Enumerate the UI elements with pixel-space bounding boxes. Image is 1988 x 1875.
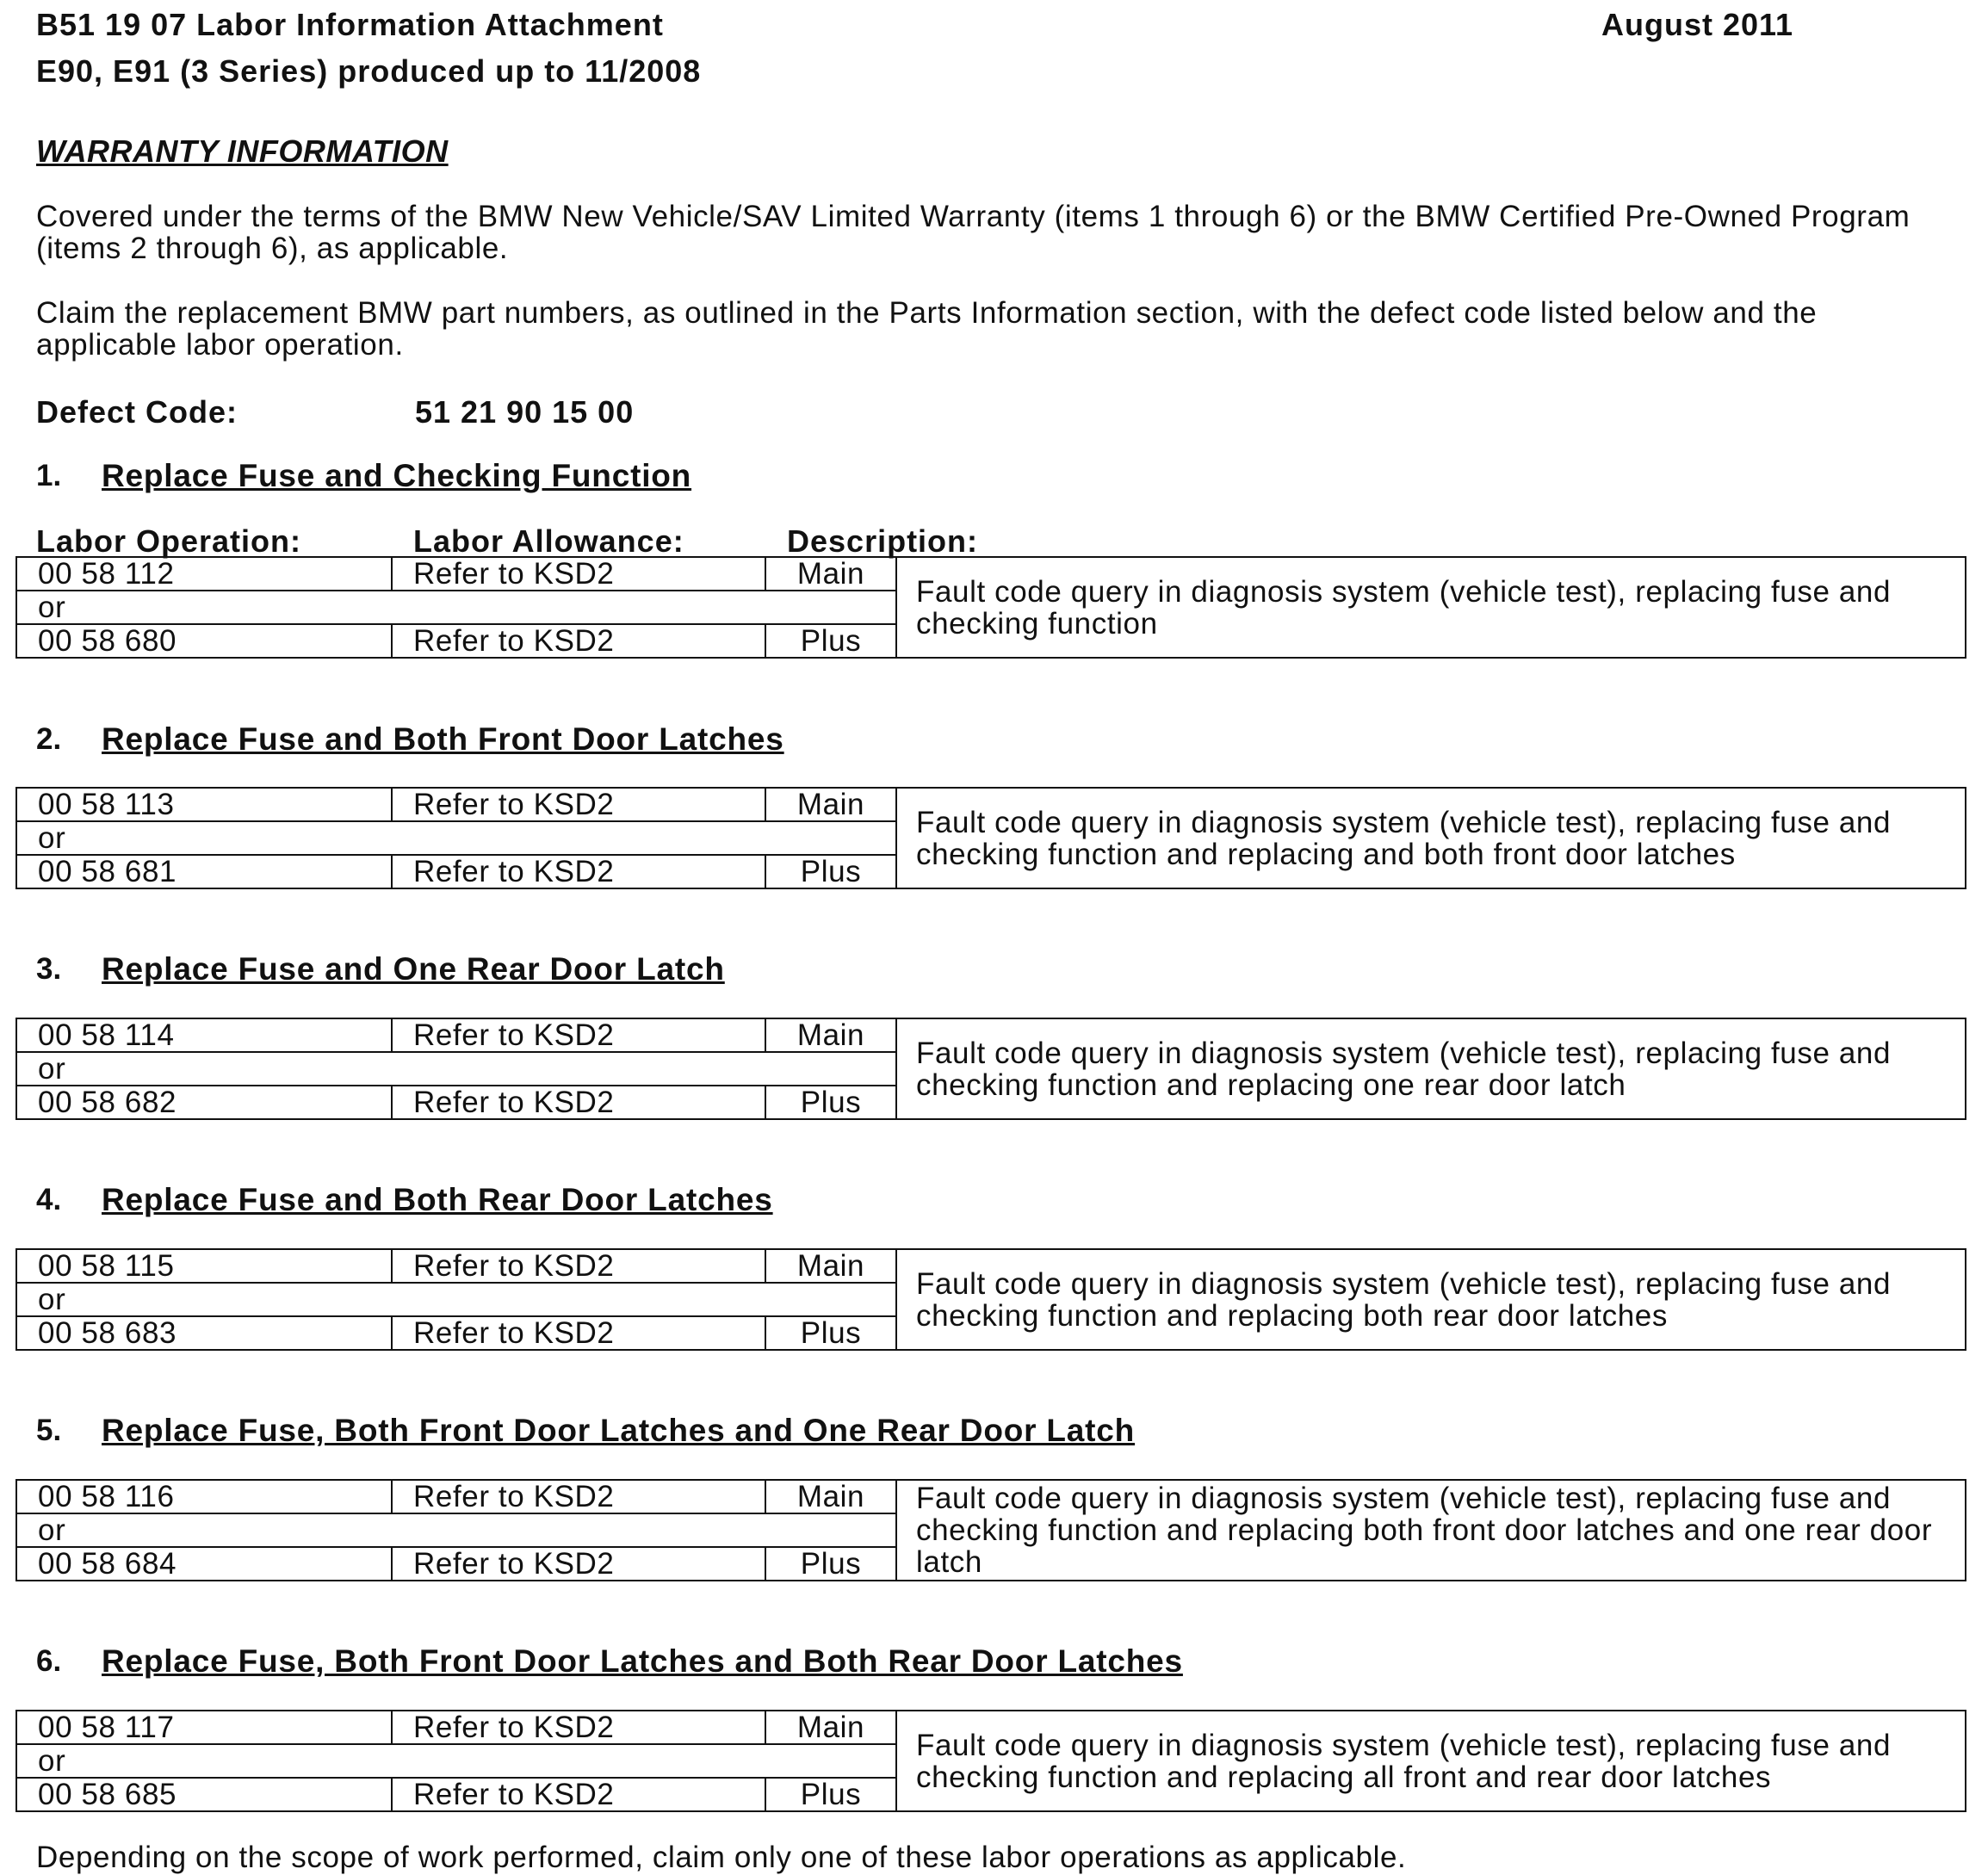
labor-description: Fault code query in diagnosis system (vehicle test), replacing fuse and checking function and replacing both front door latches and one rear door latch	[896, 1480, 1966, 1581]
labor-operation-main: 00 58 116	[16, 1480, 392, 1513]
section-number: 4.	[36, 1183, 62, 1216]
section-number: 5.	[36, 1414, 62, 1447]
labor-allowance-main: Refer to KSD2	[392, 1711, 765, 1744]
labor-allowance-main: Refer to KSD2	[392, 1018, 765, 1052]
labor-allowance-main: Refer to KSD2	[392, 557, 765, 591]
level-main: Main	[765, 788, 896, 821]
level-main: Main	[765, 1018, 896, 1052]
section-number: 1.	[36, 459, 62, 492]
warranty-paragraph-1: Covered under the terms of the BMW New Vehicle/SAV Limited Warranty (items 1 through 6) or the BMW Certified Pre-Owned Program (items 2 through 6), as applicable.	[36, 200, 1911, 265]
level-plus: Plus	[765, 624, 896, 658]
level-main: Main	[765, 1249, 896, 1283]
labor-operation-plus: 00 58 685	[16, 1778, 392, 1811]
level-plus: Plus	[765, 1547, 896, 1581]
section-title: Replace Fuse and One Rear Door Latch	[102, 951, 725, 987]
labor-operation-main: 00 58 115	[16, 1249, 392, 1283]
table-row	[16, 1018, 1966, 1052]
labor-operation-plus: 00 58 681	[16, 855, 392, 888]
table-row	[16, 1711, 1966, 1744]
section-number: 3.	[36, 952, 62, 986]
labor-allowance-main: Refer to KSD2	[392, 788, 765, 821]
warranty-paragraph-2: Claim the replacement BMW part numbers, as outlined in the Parts Information section, with the defect code listed below and the applicable labor operation.	[36, 296, 1818, 362]
level-plus: Plus	[765, 1778, 896, 1811]
labor-operation-main: 00 58 114	[16, 1018, 392, 1052]
level-plus: Plus	[765, 1086, 896, 1119]
or-separator: or	[16, 1283, 896, 1316]
labor-allowance-plus: Refer to KSD2	[392, 1316, 765, 1350]
labor-description: Fault code query in diagnosis system (vehicle test), replacing fuse and checking function and replacing one rear door latch	[896, 1018, 1966, 1119]
column-header-labor-operation: Labor Operation:	[36, 523, 302, 559]
labor-description: Fault code query in diagnosis system (vehicle test), replacing fuse and checking function	[896, 557, 1966, 658]
level-plus: Plus	[765, 1316, 896, 1350]
level-main: Main	[765, 1711, 896, 1744]
section-title: Replace Fuse and Checking Function	[102, 458, 692, 493]
labor-description: Fault code query in diagnosis system (vehicle test), replacing fuse and checking function and replacing both rear door latches	[896, 1249, 1966, 1350]
defect-code-label: Defect Code:	[36, 394, 238, 430]
footer-note: Depending on the scope of work performed, claim only one of these labor operations as applicable.	[36, 1841, 1407, 1874]
labor-allowance-plus: Refer to KSD2	[392, 624, 765, 658]
labor-operation-main: 00 58 117	[16, 1711, 392, 1744]
section-number: 6.	[36, 1644, 62, 1678]
table-row	[16, 1249, 1966, 1283]
column-header-labor-allowance: Labor Allowance:	[413, 523, 684, 559]
model-line: E90, E91 (3 Series) produced up to 11/2008	[36, 53, 702, 89]
section-title: Replace Fuse, Both Front Door Latches and One Rear Door Latch	[102, 1413, 1136, 1448]
labor-description: Fault code query in diagnosis system (vehicle test), replacing fuse and checking function and replacing and both front door latches	[896, 788, 1966, 888]
or-separator: or	[16, 821, 896, 855]
warranty-heading: WARRANTY INFORMATION	[36, 133, 449, 169]
section-title: Replace Fuse and Both Front Door Latches	[102, 721, 784, 757]
or-separator: or	[16, 1744, 896, 1778]
labor-operation-main: 00 58 112	[16, 557, 392, 591]
labor-allowance-plus: Refer to KSD2	[392, 1778, 765, 1811]
or-separator: or	[16, 1513, 896, 1547]
level-main: Main	[765, 557, 896, 591]
labor-allowance-plus: Refer to KSD2	[392, 1547, 765, 1581]
section-number: 2.	[36, 722, 62, 756]
labor-allowance-plus: Refer to KSD2	[392, 1086, 765, 1119]
labor-operation-plus: 00 58 682	[16, 1086, 392, 1119]
labor-table	[15, 787, 1966, 889]
labor-allowance-plus: Refer to KSD2	[392, 855, 765, 888]
labor-description: Fault code query in diagnosis system (vehicle test), replacing fuse and checking function and replacing all front and rear door latches	[896, 1711, 1966, 1811]
labor-table	[15, 1248, 1966, 1351]
labor-operation-plus: 00 58 680	[16, 624, 392, 658]
bulletin-title: B51 19 07 Labor Information Attachment	[36, 7, 664, 42]
column-header-description: Description:	[787, 523, 979, 559]
bulletin-date: August 2011	[1601, 7, 1794, 42]
level-main: Main	[765, 1480, 896, 1513]
table-row	[16, 557, 1966, 591]
labor-table	[15, 1710, 1966, 1812]
section-title: Replace Fuse, Both Front Door Latches and Both Rear Door Latches	[102, 1643, 1183, 1679]
labor-operation-main: 00 58 113	[16, 788, 392, 821]
section-title: Replace Fuse and Both Rear Door Latches	[102, 1182, 773, 1217]
level-plus: Plus	[765, 855, 896, 888]
labor-operation-plus: 00 58 683	[16, 1316, 392, 1350]
defect-code-value: 51 21 90 15 00	[415, 394, 635, 430]
labor-table	[15, 556, 1966, 659]
or-separator: or	[16, 591, 896, 624]
labor-allowance-main: Refer to KSD2	[392, 1249, 765, 1283]
table-row	[16, 1480, 1966, 1513]
labor-operation-plus: 00 58 684	[16, 1547, 392, 1581]
table-row	[16, 788, 1966, 821]
labor-table	[15, 1479, 1966, 1581]
labor-allowance-main: Refer to KSD2	[392, 1480, 765, 1513]
or-separator: or	[16, 1052, 896, 1086]
labor-table	[15, 1018, 1966, 1120]
